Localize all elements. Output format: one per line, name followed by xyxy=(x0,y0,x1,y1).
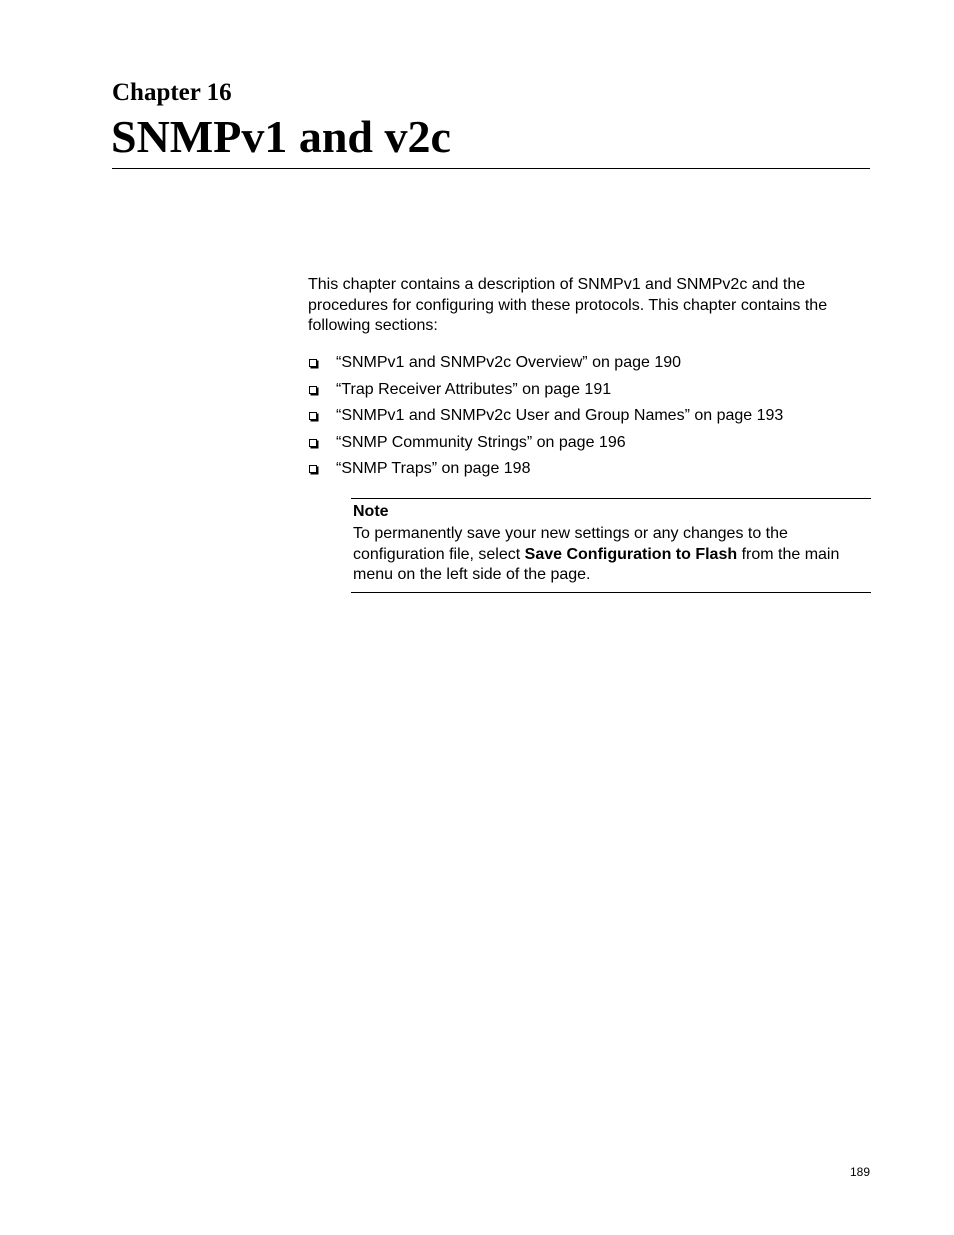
chapter-title: SNMPv1 and v2c xyxy=(111,111,451,162)
note-box xyxy=(351,498,871,593)
note-emphasis: Save Configuration to Flash xyxy=(524,545,738,563)
chapter-label: Chapter 16 xyxy=(112,79,232,106)
section-list-item[interactable] xyxy=(308,352,873,379)
section-list-item[interactable] xyxy=(308,405,873,432)
checkbox-bullet-icon xyxy=(309,412,317,420)
note-text-before: To permanently save your new settings or any changes to the configuration file, select xyxy=(353,525,788,563)
note-text-after: from the main menu on the left side of the page. xyxy=(353,545,840,583)
section-link-text[interactable]: “Trap Receiver Attributes” on page 191 xyxy=(336,380,612,398)
section-link-text[interactable]: “SNMP Traps” on page 198 xyxy=(336,460,531,477)
section-list-item[interactable] xyxy=(308,379,873,406)
section-list xyxy=(308,352,873,485)
section-link-text[interactable]: “SNMPv1 and SNMPv2c User and Group Names” on page 193 xyxy=(336,407,784,424)
page-number: 189 xyxy=(849,1165,870,1179)
intro-paragraph: This chapter contains a description of SNMPv1 and SNMPv2c and the procedures for configuring with these protocols. This chapter contains the following sections: xyxy=(308,276,828,334)
title-divider xyxy=(112,168,870,169)
checkbox-bullet-icon xyxy=(309,465,317,473)
note-heading: Note xyxy=(353,503,389,520)
note-body xyxy=(353,524,871,586)
checkbox-bullet-icon xyxy=(309,439,317,447)
section-link-text[interactable]: “SNMPv1 and SNMPv2c Overview” on page 190 xyxy=(336,354,682,371)
section-list-item[interactable] xyxy=(308,432,873,459)
section-link-text[interactable]: “SNMP Community Strings” on page 196 xyxy=(336,433,626,451)
checkbox-bullet-icon xyxy=(309,386,317,394)
checkbox-bullet-icon xyxy=(309,359,317,367)
section-list-item[interactable] xyxy=(308,458,873,485)
